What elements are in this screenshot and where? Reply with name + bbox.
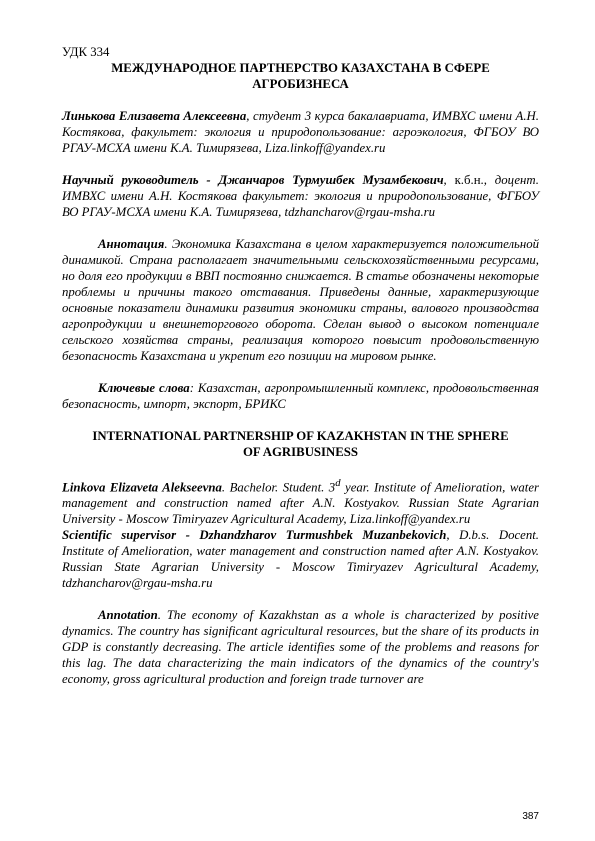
author1-en-info-b: year. Institute of Amelioration, water management and construction named after A.N. Kostyakov. Russian State Agrarian University - Moscow Timiryazev Agricultural Academy, Liza.linkoff@yandex.ru [62, 480, 539, 527]
keywords-ru [62, 380, 539, 412]
keywords-ru-label: Ключевые слова [98, 381, 190, 395]
page-number: 387 [522, 811, 539, 822]
author1-ru-info: , студент 3 курса бакалавриата, ИМВХС имени А.Н. Костякова, факультет: экология и природопользование: агроэкология, ФГБОУ ВО РГАУ-МСХА имени К.А. Тимирязева, Liza.linkoff@yandex.ru [62, 109, 539, 155]
title-en-line1: INTERNATIONAL PARTNERSHIP OF KAZAKHSTAN IN THE SPHERE [92, 429, 509, 443]
annotation-ru [62, 236, 539, 364]
annotation-en-text: . The economy of Kazakhstan as a whole is characterized by positive dynamics. The country has significant agricultural resources, but the share of its products in GDP is constantly decreasing. The article identifies some of the problems and reasons for this lag. The data characterizing the main indicators of the dynamics of the country's economy, gross agricultural production and foreign trade turnover are [62, 608, 539, 687]
page-content [62, 44, 539, 687]
author1-en-info-a: . Bachelor. Student. 3 [221, 480, 336, 495]
author2-en-info: , D.b.s. Docent. Institute of Amelioration, water management and construction named after A.N. Kostyakov. Russian State Agrarian University - Moscow Timiryazev Agricultural Academy, tdzhancharov@rgau-msha.ru [62, 528, 540, 591]
author2-ru-info: , доцент. ИМВХС имени А.Н. Костякова факультет: экология и природопользование, ФГБОУ ВО РГАУ-МСХА имени К.А. Тимирязева, tdzhancharov@rgau-msha.ru [62, 173, 539, 219]
author2-en [62, 527, 539, 591]
author2-ru-sep: , [443, 173, 455, 187]
author2-ru-name: Научный руководитель - Джанчаров Турмушбек Музамбекович [62, 173, 444, 187]
author2-ru-degree: к.б.н. [454, 173, 484, 187]
author1-en-name: Linkova Elizaveta Alekseevna [62, 480, 222, 495]
title-ru-line2: АГРОБИЗНЕСА [252, 77, 349, 91]
title-ru [62, 60, 539, 92]
annotation-ru-text: . Экономика Казахстана в целом характеризуется положительной динамикой. Страна располагает значительными сельскохозяйственными ресурсами, но доля его продукции в ВВП постоянно снижается. В статье обозначены некоторые проблемы и причины такого отставания. Приведены данные, характеризующие основные показатели динамики развития экономики страны, валового производства агропродукции и внешнеторгового оборота. Сделан вывод о высоком потенциале сельского хозяйства страны, реализация которого повысит продовольственную безопасность Казахстана и укрепит его позиции на мировом рынке. [62, 237, 539, 363]
annotation-ru-label: Аннотация [98, 237, 165, 251]
annotation-en-label: Annotation [98, 608, 158, 623]
author1-en-sup: d [335, 478, 341, 489]
title-ru-line1: МЕЖДУНАРОДНОЕ ПАРТНЕРСТВО КАЗАХСТАНА В СФЕРЕ [111, 61, 490, 75]
title-en [62, 428, 539, 460]
author2-ru [62, 172, 539, 220]
annotation-en [62, 607, 539, 687]
title-en-line2: OF AGRIBUSINESS [242, 445, 359, 459]
author2-en-name: Scientific supervisor - Dzhandzharov Turmushbek Muzanbekovich [62, 528, 447, 543]
author1-en [62, 476, 539, 527]
keywords-ru-text: : Казахстан, агропромышленный комплекс, продовольственная безопасность, импорт, экспорт, БРИКС [62, 381, 539, 411]
udk-code: УДК 334 [62, 45, 110, 59]
author1-ru-name: Линькова Елизавета Алексеевна [62, 109, 247, 123]
author1-ru [62, 108, 539, 156]
